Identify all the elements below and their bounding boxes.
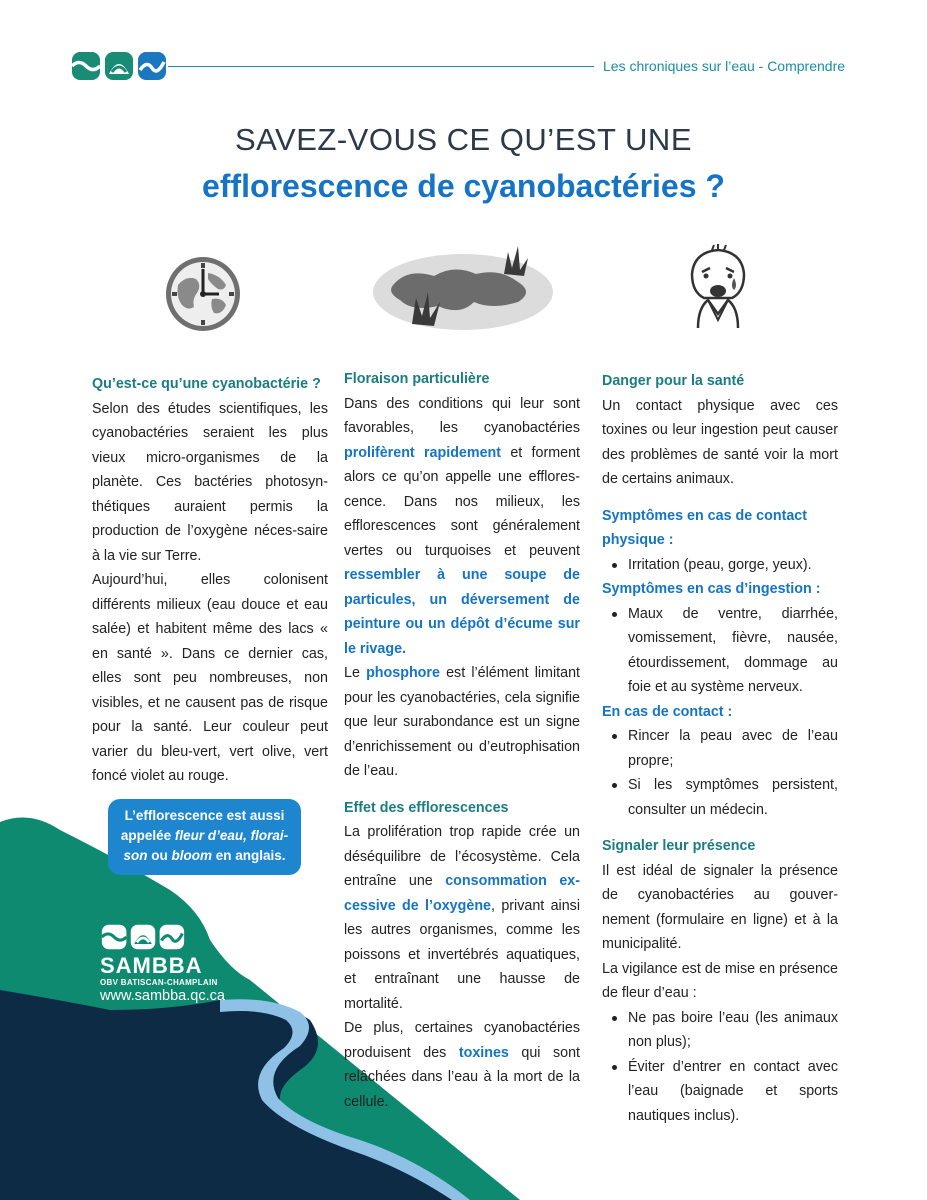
col2-p4-text-a: De plus, certaines cyanobactéries produisent des — [344, 1020, 580, 1061]
col3-paragraph-1: Un contact physique avec ces toxines ou leur ingestion peut causer des problèmes de santé voir la mort de certains animaux. — [602, 397, 838, 487]
callout-text-end: en anglais. — [211, 848, 286, 863]
footer-website-link[interactable]: www.sambba.qc.ca — [100, 988, 225, 1004]
spacer — [344, 784, 580, 796]
header-divider — [168, 66, 594, 67]
list-item: Si les symptômes persistent, consulter un médecin. — [602, 773, 838, 822]
col2-p3-text-b: , privant ainsi les autres organismes, comme les poissons et invertébrés aquatiques, et entraînant une hausse de mortalité. — [344, 897, 580, 1012]
col2-p1-highlight-a: prolifèrent rapidement — [344, 444, 502, 461]
col3-paragraph-3: La vigilance est de mise en présence de fleur d’eau : — [602, 960, 838, 1001]
callout-italic-son: son — [123, 848, 148, 863]
col2-heading-floraison: Floraison particulière — [344, 371, 490, 387]
col3-heading-ingestion-symptoms: Symptômes en cas d’ingestion : — [602, 581, 821, 597]
col2-p3-text-a: La prolifération trop rapide crée un déséquilibre de l’écosystème. Cela entraîne une — [344, 824, 580, 889]
col1-paragraph-1: Selon des études scientifiques, les cyanobactéries seraient les plus vieux micro-organismes de la planète. Ces bactéries photosyn-thétiques auraient permis la production de l’oxygène néces-saire à la vie sur Terre. — [92, 400, 328, 564]
col1-paragraph-2: Aujourd’hui, elles colonisent différents milieux (eau douce et eau salée) et habitent même des lacs « en santé ». Dans ce dernier cas, elles sont peu nombreuses, non visibles, et ne causent pas de risque pour la santé. Leur couleur peut varier du bleu-vert, vert olive, vert foncé violet au rouge. — [92, 572, 328, 784]
list-item: Irritation (peau, gorge, yeux). — [602, 553, 838, 578]
list-item: Éviter d’entrer en contact avec l’eau (baignade et sports nautiques inclus). — [602, 1055, 838, 1129]
col2-p2-highlight: phosphore — [366, 665, 440, 681]
col2-p4-text-b: qui sont relâchées dans l’eau à la mort de la cellule. — [344, 1044, 580, 1110]
list-item: Rincer la peau avec de l’eau propre; — [602, 724, 838, 773]
col2-p1-text-b: et forment alors ce qu’on appelle une efflores-cence. Dans nos milieux, les efflorescences sont généralement vertes ou turquoises et peuvent — [344, 444, 580, 559]
header-tagline: Les chroniques sur l’eau - Comprendre — [603, 58, 846, 74]
col3-heading-in-case: En cas de contact : — [602, 703, 733, 720]
spacer — [602, 492, 838, 504]
col2-p3-highlight: consommation ex-cessive de l’oxygène — [344, 873, 581, 914]
col2-p2-text-a: Le — [344, 665, 367, 681]
col2-paragraph-1 — [344, 392, 580, 662]
title-line2: efflorescence de cyanobactéries ? — [202, 168, 725, 204]
callout-italic-bloom: bloom — [171, 848, 212, 863]
callout-text-ou: ou — [147, 848, 172, 863]
col2-paragraph-2 — [344, 661, 580, 784]
col1-heading: Qu’est-ce qu’une cyanobactérie ? — [92, 376, 321, 392]
col3-list-ingestion — [602, 602, 838, 700]
water-bloom-icon — [372, 240, 554, 334]
footer-logo-icon — [100, 923, 186, 951]
col2-paragraph-3 — [344, 820, 580, 1016]
col2-p1-highlight-b: ressembler à une soupe de particules, un déversement de peinture ou un dépôt d’écume sur le rivage. — [344, 567, 580, 657]
column-what-is — [92, 372, 328, 789]
col2-p1-text-a: Dans des conditions qui leur sont favorables, les cyanobactéries — [344, 395, 580, 436]
col2-p2-text-b: est l’élément limitant pour les cyanobactéries, cela signifie que leur surabondance est un signe d’enrichissement ou d’eutrophisation de l’eau. — [344, 665, 580, 779]
col3-paragraph-2: Il est idéal de signaler la présence de cyanobactéries au gouver-nement (formulaire en ligne) et à la municipalité. — [602, 862, 838, 952]
col2-p4-highlight: toxines — [458, 1044, 509, 1061]
col2-heading-effet: Effet des efflorescences — [344, 799, 509, 816]
col3-list-contact — [602, 553, 838, 578]
sambba-logo-icon[interactable] — [72, 50, 166, 82]
list-item: Maux de ventre, diarrhée, vomissement, fièvre, nausée, étourdissement, dommage au foie et au système nerveux. — [602, 602, 838, 700]
list-item: Ne pas boire l’eau (les animaux non plus); — [602, 1006, 838, 1055]
footer-org-name: SAMBBA — [100, 953, 203, 978]
col3-heading-danger: Danger pour la santé — [602, 373, 745, 389]
callout-box — [108, 799, 301, 875]
footer-org-subtitle: OBV BATISCAN-CHAMPLAIN — [100, 978, 218, 987]
col3-list-in-case — [602, 724, 838, 822]
callout-italic-fleur: fleur d’eau — [174, 828, 244, 843]
spacer — [602, 822, 838, 834]
clock-globe-icon — [164, 255, 242, 333]
column-floraison — [344, 367, 580, 1114]
col2-paragraph-4 — [344, 1016, 580, 1114]
column-danger — [602, 369, 838, 1128]
col3-heading-report: Signaler leur présence — [602, 838, 756, 854]
col3-list-vigilance — [602, 1006, 838, 1129]
sick-face-icon — [684, 244, 752, 328]
col3-heading-contact-symptoms: Symptômes en cas de contact physique : — [602, 507, 807, 548]
callout-text-1: L’efflorescence est aussi appelée — [120, 808, 285, 843]
callout-italic-floraison: , florai- — [243, 828, 289, 843]
title-line1: SAVEZ-VOUS CE QU’EST UNE — [235, 122, 692, 157]
